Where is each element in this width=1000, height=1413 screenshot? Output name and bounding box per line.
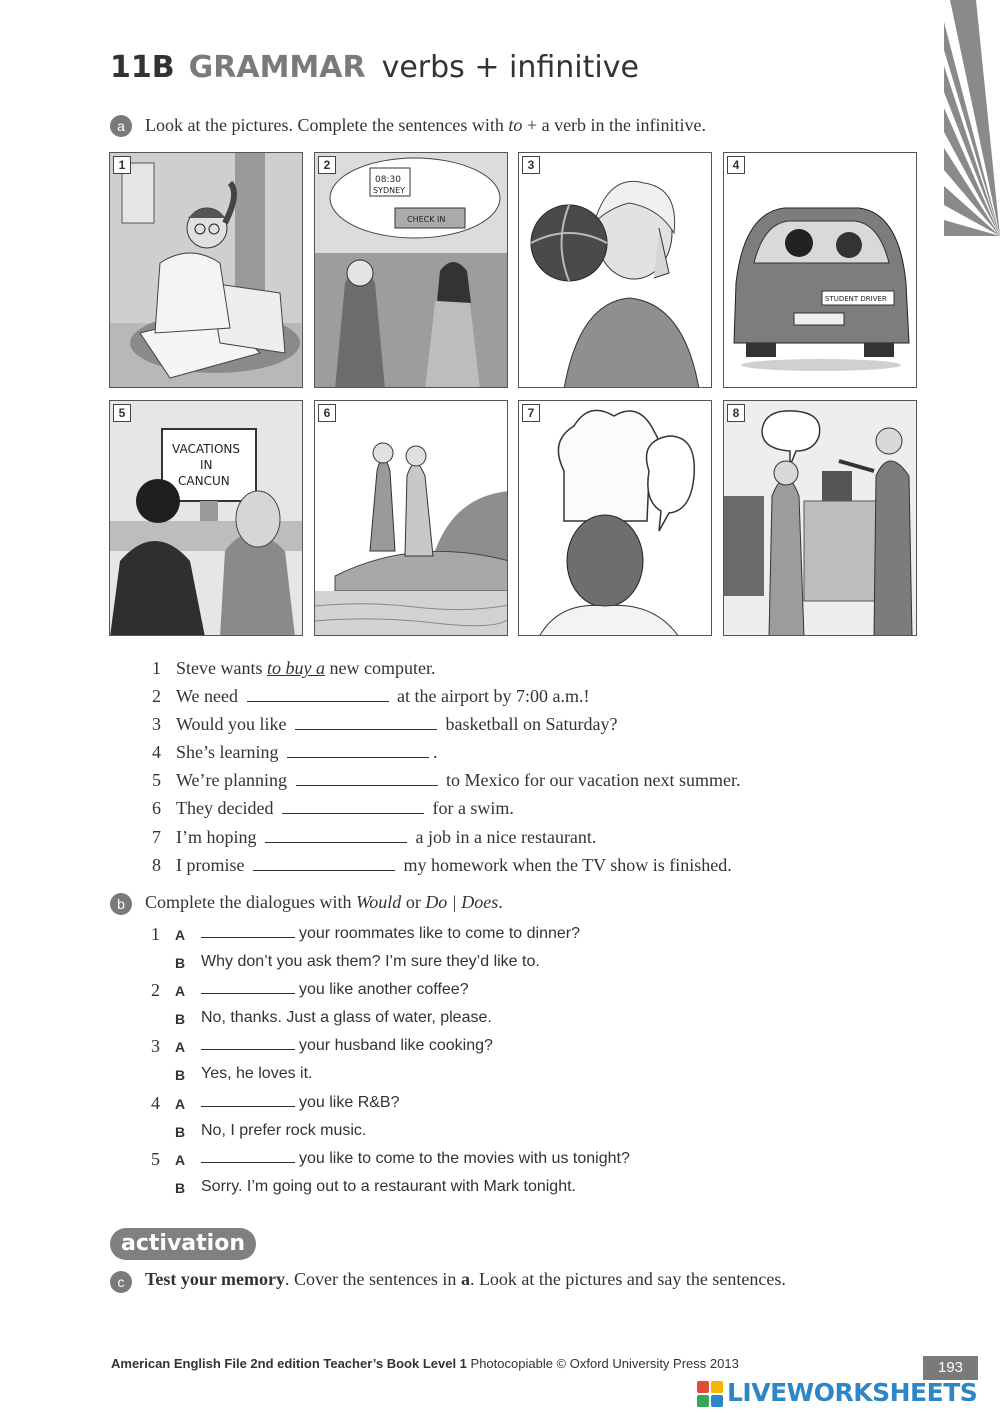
dialogue-number: 5 <box>151 1149 160 1169</box>
exercise-b-instruction <box>145 892 503 913</box>
picture-panel-3 <box>518 152 712 388</box>
dialogue-number: 1 <box>151 924 160 944</box>
answer-blank-b4[interactable] <box>201 1094 295 1107</box>
dialogue-number: 4 <box>151 1093 160 1113</box>
answer-blank-8[interactable] <box>253 856 395 871</box>
panel-number: 6 <box>318 404 336 422</box>
instruction-emphasis-do-does: Do | Does <box>425 892 499 912</box>
line-text: Yes, he loves it. <box>201 1065 313 1082</box>
sentence-2 <box>152 686 589 712</box>
instruction-text: Complete the dialogues with <box>145 892 356 912</box>
answer-blank-2[interactable] <box>247 687 389 702</box>
liveworksheets-logo-icon <box>697 1381 723 1407</box>
line-text: you like to come to the movies with us tonight? <box>299 1150 630 1167</box>
answer-blank-7[interactable] <box>265 828 407 843</box>
speaker-a-label: A <box>175 1096 186 1112</box>
picture-panel-5 <box>109 400 303 636</box>
answer-blank-b5[interactable] <box>201 1150 295 1163</box>
speaker-b-label: B <box>175 1067 186 1083</box>
picture-panel-7 <box>518 400 712 636</box>
check-in-sign-text: CHECK IN <box>407 215 446 224</box>
answer-blank-b3[interactable] <box>201 1037 295 1050</box>
sentence-number: 8 <box>152 855 161 875</box>
office-conversation-illustration <box>724 401 917 636</box>
picture-panel-2 <box>314 152 508 388</box>
sentence-number: 7 <box>152 827 161 847</box>
instruction-emphasis-would: Would <box>355 892 402 912</box>
sentence-text-end: to Mexico for our vacation next summer. <box>441 770 741 790</box>
sentence-text-end: basketball on Saturday? <box>441 714 618 734</box>
instruction-text-or: or <box>401 892 426 912</box>
sentence-number: 4 <box>152 742 161 762</box>
sentence-4 <box>152 742 437 768</box>
destination-text: SYDNEY <box>373 186 406 195</box>
student-driver-car-illustration <box>724 153 917 388</box>
exercise-a-badge: a <box>110 115 132 137</box>
dialogue-line <box>201 1150 630 1168</box>
sign-text: STUDENT DRIVER <box>825 295 887 303</box>
sentence-number: 3 <box>152 714 161 734</box>
sentence-7 <box>152 827 596 853</box>
answer-blank-4[interactable] <box>287 743 429 758</box>
sentence-text-end: . <box>432 742 438 762</box>
line-text: you like another coffee? <box>299 981 469 998</box>
footer-credit <box>111 1356 739 1371</box>
dialogue-line <box>201 925 580 943</box>
screen-text-line-3: CANCUN <box>178 474 230 488</box>
watermark-text: LIVEWORKSHEETS <box>727 1378 978 1407</box>
answer-blank-b1[interactable] <box>201 925 295 938</box>
sentence-text-end: new computer. <box>324 658 436 678</box>
sentence-number: 1 <box>152 658 161 678</box>
exercise-c-instruction <box>145 1269 786 1290</box>
sentence-1 <box>152 658 435 684</box>
speaker-a-label: A <box>175 1039 186 1055</box>
instruction-text: Look at the pictures. Complete the sentences with <box>145 115 509 135</box>
instruction-text: . Cover the sentences in <box>284 1269 461 1289</box>
line-text: Sorry. I’m going out to a restaurant with Mark tonight. <box>201 1178 576 1195</box>
dialogue-line <box>201 981 469 999</box>
sentence-5 <box>152 770 740 796</box>
sentence-number: 6 <box>152 798 161 818</box>
copyright-text: Photocopiable © Oxford University Press 2013 <box>466 1356 739 1371</box>
dialogue-number: 3 <box>151 1036 160 1056</box>
speaker-b-label: B <box>175 1124 186 1140</box>
dialogue-line <box>201 1037 493 1055</box>
answer-blank-5[interactable] <box>296 771 438 786</box>
instruction-bold-letter: a <box>460 1269 470 1289</box>
panel-number: 7 <box>522 404 540 422</box>
couple-by-lake-illustration <box>315 401 508 636</box>
sentence-text-end: for a swim. <box>427 798 514 818</box>
panel-number: 8 <box>727 404 745 422</box>
clock-display-text: 08:30 <box>375 175 401 185</box>
line-text: your roommates like to come to dinner? <box>299 925 581 942</box>
screen-text-line-2: IN <box>200 458 213 472</box>
sentence-number: 5 <box>152 770 161 790</box>
sentence-text: They decided <box>176 798 278 818</box>
couple-at-computer-illustration <box>110 401 303 636</box>
panel-number: 1 <box>113 156 131 174</box>
sentence-text: We’re planning <box>176 770 292 790</box>
exercise-c-badge: c <box>110 1271 132 1293</box>
answer-blank-3[interactable] <box>295 715 437 730</box>
example-answer: to buy a <box>266 658 325 678</box>
screen-text-line-1: VACATIONS <box>172 442 241 456</box>
dialogue-line <box>201 1094 400 1112</box>
sentence-number: 2 <box>152 686 161 706</box>
line-text: your husband like cooking? <box>299 1037 493 1054</box>
sentence-text: We need <box>176 686 243 706</box>
instruction-text-end: + a verb in the infinitive. <box>522 115 707 135</box>
couple-in-car-illustration <box>315 153 508 388</box>
panel-number: 2 <box>318 156 336 174</box>
answer-blank-b2[interactable] <box>201 981 295 994</box>
speaker-a-label: A <box>175 1152 186 1168</box>
exercise-a-instruction <box>145 115 706 136</box>
sentence-text: She’s learning <box>176 742 283 762</box>
instruction-emphasis: to <box>508 115 523 135</box>
page-number: 193 <box>923 1356 978 1380</box>
picture-panel-4 <box>723 152 917 388</box>
sentence-text: Would you like <box>176 714 292 734</box>
lesson-code: 11B <box>110 50 175 85</box>
activation-heading: activation <box>110 1228 256 1260</box>
dialogue-number: 2 <box>151 980 160 1000</box>
instruction-text-end: . Look at the pictures and say the sentences. <box>469 1269 786 1289</box>
exercise-b-badge: b <box>110 893 132 915</box>
speaker-b-label: B <box>175 1180 186 1196</box>
sentence-8 <box>152 855 732 881</box>
instruction-text-end: . <box>498 892 503 912</box>
speaker-b-label: B <box>175 1011 186 1027</box>
sentence-6 <box>152 798 514 824</box>
book-title: American English File 2nd edition Teacher’s Book Level 1 <box>111 1356 467 1371</box>
sentence-text-end: at the airport by 7:00 a.m.! <box>392 686 590 706</box>
speaker-b-label: B <box>175 955 186 971</box>
panel-number: 4 <box>727 156 745 174</box>
sentence-3 <box>152 714 618 740</box>
girl-with-basketball-illustration <box>519 153 712 388</box>
sunburst-decoration <box>944 0 1000 236</box>
sentence-text: I promise <box>176 855 249 875</box>
line-text: Why don’t you ask them? I’m sure they’d like to. <box>201 953 540 970</box>
picture-panel-1 <box>109 152 303 388</box>
panel-number: 5 <box>113 404 131 422</box>
lesson-topic: verbs + infinitive <box>381 50 639 85</box>
picture-panel-6 <box>314 400 508 636</box>
line-text: you like R&B? <box>299 1094 400 1111</box>
chef-with-speech-bubble-illustration <box>519 401 712 636</box>
answer-blank-6[interactable] <box>282 799 424 814</box>
section-name: GRAMMAR <box>188 50 366 85</box>
panel-number: 3 <box>522 156 540 174</box>
sentence-text: Steve wants <box>176 658 267 678</box>
speaker-a-label: A <box>175 983 186 999</box>
picture-panel-8 <box>723 400 917 636</box>
speaker-a-label: A <box>175 927 186 943</box>
page-title <box>110 50 639 85</box>
man-reading-newspapers-illustration <box>110 153 303 388</box>
sentence-text-end: my homework when the TV show is finished. <box>398 855 732 875</box>
sentence-text: I’m hoping <box>176 827 261 847</box>
line-text: No, I prefer rock music. <box>201 1122 367 1139</box>
instruction-bold: Test your memory <box>145 1269 285 1289</box>
sentence-text-end: a job in a nice restaurant. <box>411 827 597 847</box>
line-text: No, thanks. Just a glass of water, please. <box>201 1009 492 1026</box>
